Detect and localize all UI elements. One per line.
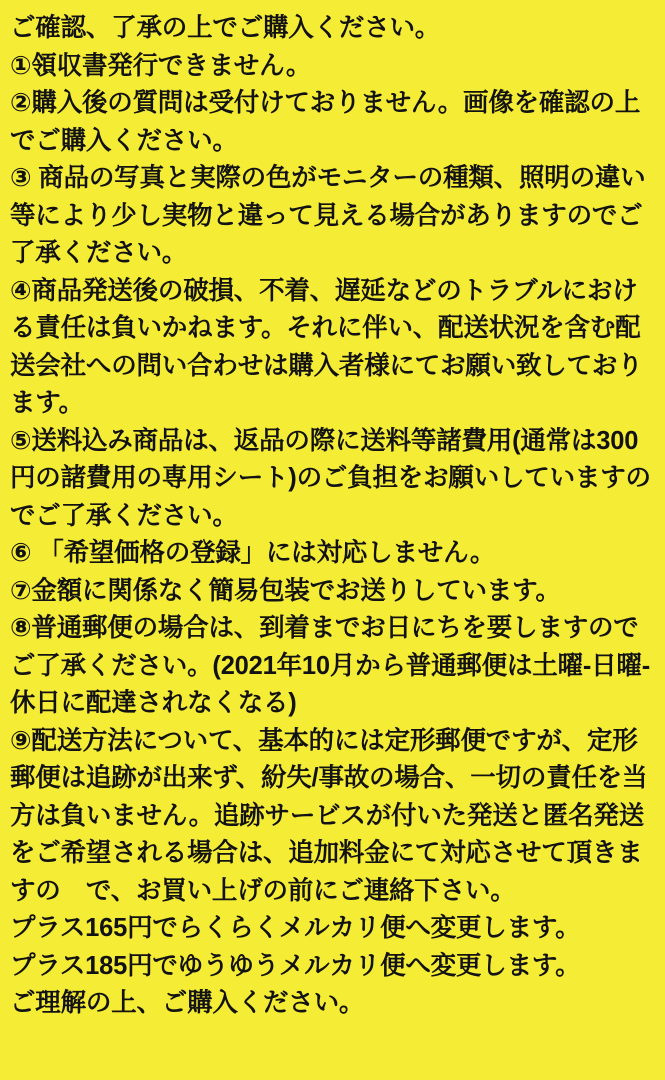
notice-line-item-4: ④商品発送後の破損、不着、遅延などのトラブルにおける責任は負いかねます。それに伴い、配送状況を含む配送会社への問い合わせは購入者様にてお願い致しております。	[10, 276, 643, 417]
notice-line-item-9: ⑨配送方法について、基本的には定形郵便ですが、定形郵便は追跡が出来ず、紛失/事故の場合、一切の責任を当方は負いません。追跡サービスが付いた発送と匿名発送をご希望される場合は、追加料金にて対応させて頂きますの で、お買い上げの前にご連絡下さい。	[10, 726, 648, 905]
notice-line-item-5: ⑤送料込み商品は、返品の際に送料等諸費用(通常は300円の諸費用の専用シート)のご負担をお願いしていますのでご了承ください。	[10, 426, 651, 530]
notice-line-yuyu-option: プラス185円でゆうゆうメルカリ便へ変更します。	[10, 951, 581, 980]
notice-line-item-8: ⑧普通郵便の場合は、到着までお日にちを要しますのでご了承ください。(2021年10月から普通郵便は土曜-日曜-休日に配達されなくなる)	[10, 614, 651, 717]
notice-line-item-1: ①領収書発行できません。	[10, 51, 312, 80]
notice-line-item-2: ②購入後の質問は受付けておりません。画像を確認の上でご購入ください。	[10, 89, 641, 155]
notice-line-item-3: ③ 商品の写真と実際の色がモニターの種類、照明の違い等により少し実物と違って見える場合がありますのでご了承ください。	[10, 164, 646, 267]
notice-line-closing: ご理解の上、ご購入ください。	[10, 989, 365, 1017]
notice-line-item-7: ⑦金額に関係なく簡易包装でお送りしています。	[10, 576, 561, 605]
notice-line-rakuraku-option: プラス165円でらくらくメルカリ便へ変更します。	[10, 914, 581, 942]
notice-line-heading: ご確認、了承の上でご購入ください。	[10, 14, 441, 42]
notice-line-item-6: ⑥ 「希望価格の登録」には対応しません。	[10, 539, 496, 567]
